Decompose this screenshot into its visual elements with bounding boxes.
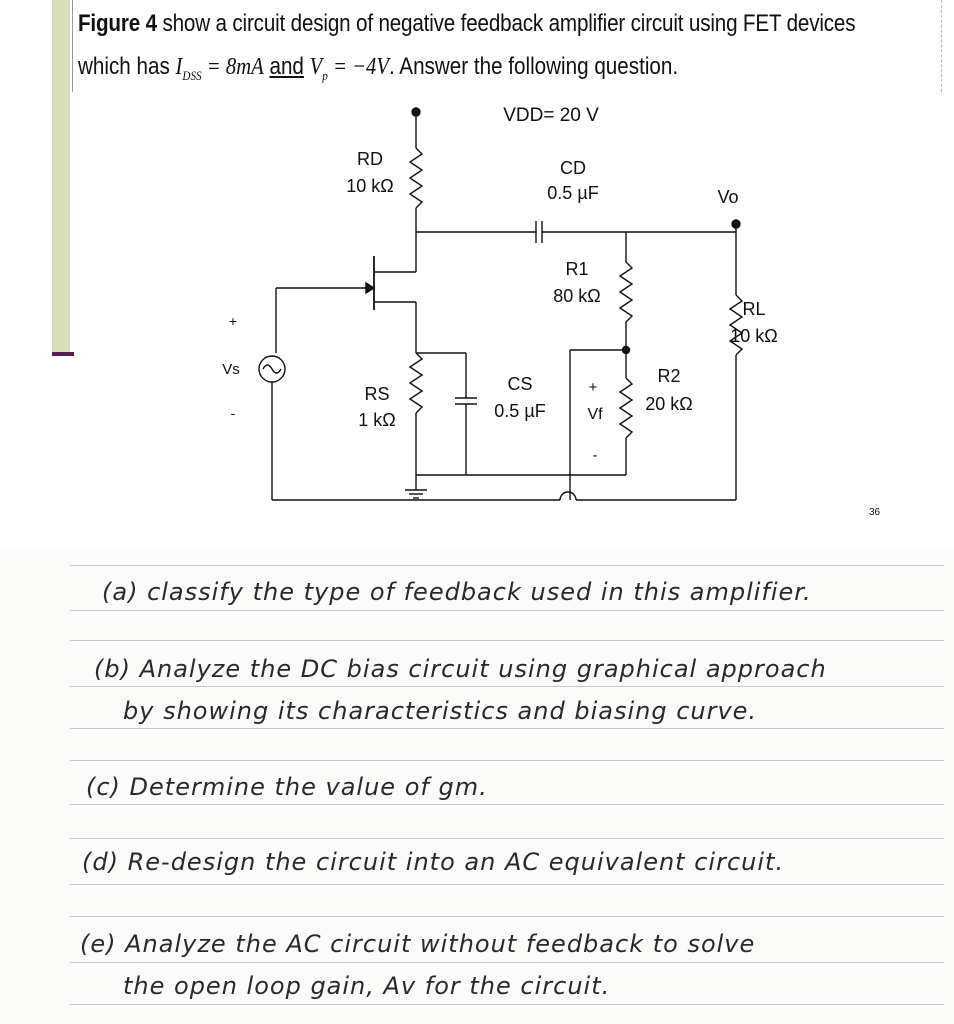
notebook-rule [70,838,944,839]
rl-value: 10 kΩ [730,326,778,346]
idss-value: = 8mA [201,54,264,80]
question-b-line-1: (b) Analyze the DC bias circuit using graphical approach [94,655,827,683]
rd-name: RD [357,149,383,169]
idss-symbol: I [175,54,183,80]
rl-resistor [730,295,742,355]
cd-value: 0.5 µF [547,183,599,203]
vp-symbol: V [309,54,323,80]
rs-resistor [410,353,422,413]
r1-name: R1 [565,259,589,279]
question-e-line-1: (e) Analyze the AC circuit without feedback to solve [80,930,756,958]
question-c: (c) Determine the value of gm. [86,773,488,801]
notebook-rule [70,962,944,963]
question-a: (a) classify the type of feedback used in this amplifier. [102,578,812,606]
notebook-rule [70,728,944,729]
question-e-line-2: the open loop gain, Av for the circuit. [123,972,611,1000]
r2-resistor [620,378,632,438]
cs-value: 0.5 µF [494,401,546,421]
vo-label: Vo [717,187,739,207]
cd-name: CD [560,158,586,178]
r1-resistor [620,262,632,322]
rs-name: RS [364,384,390,404]
notebook-rule [70,640,944,641]
question-b-line-2: by showing its characteristics and biasing curve. [123,697,758,725]
vp-subscript: p [322,67,328,83]
vs-plus: + [228,313,238,329]
idss-subscript: DSS [182,67,202,83]
vs-sine-icon [263,365,281,373]
line2-suffix: . Answer the following question. [388,53,679,80]
vs-minus: - [230,405,236,421]
notebook-rule [70,610,944,611]
figure-label: Figure 4 [78,10,157,37]
notebook-rule [70,804,944,805]
r2-name: R2 [657,366,681,386]
vp-value: = −4V [327,54,389,80]
rd-resistor [410,148,422,208]
rs-value: 1 kΩ [358,410,396,430]
notebook-rule [70,686,944,687]
line2-prefix: which has [78,53,176,80]
fet-gate-arrow [366,283,374,293]
vf-minus: - [592,447,598,464]
notebook-rule [70,760,944,761]
notebook-rule [70,565,944,566]
r2-value: 20 kΩ [645,394,693,414]
rd-value: 10 kΩ [346,176,394,196]
wire-crossover [560,492,576,500]
r1-value: 80 kΩ [553,286,601,306]
notebook-rule [70,884,944,885]
notebook-rule [70,1004,944,1005]
slide-number: 36 [869,507,881,518]
vf-label: Vf [587,406,603,423]
and-word: and [269,53,304,80]
vf-plus: + [588,379,598,396]
vdd-label: VDD= 20 V [503,105,599,126]
problem-line-1-text: show a circuit design of negative feedback amplifier circuit using FET devices [156,10,856,37]
question-d: (d) Re-design the circuit into an AC equivalent circuit. [82,848,785,876]
vs-label: Vs [222,361,240,378]
rl-name: RL [742,299,766,319]
cs-name: CS [507,374,533,394]
notebook-rule [70,916,944,917]
